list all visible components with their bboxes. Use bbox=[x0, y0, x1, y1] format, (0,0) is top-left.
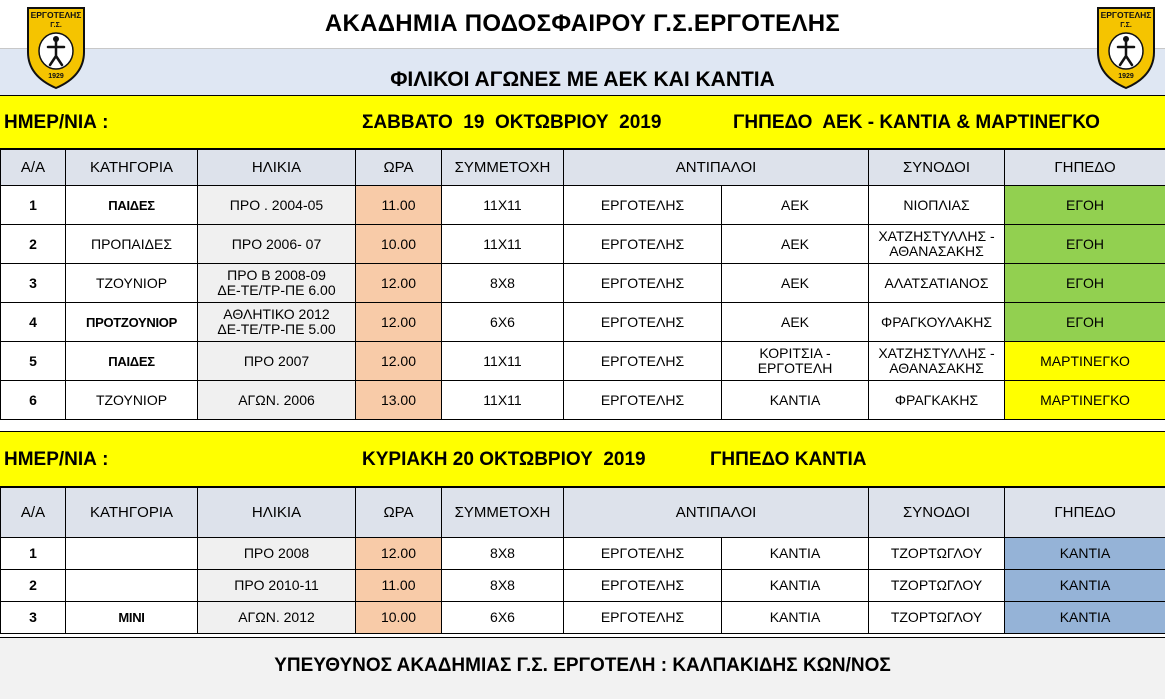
logo-name: ΕΡΓΟΤΕΛΗΣ bbox=[1100, 10, 1152, 20]
col-header: ΑΝΤΙΠΑΛΟΙ bbox=[564, 488, 869, 538]
format-text: 11Χ11 bbox=[483, 235, 522, 252]
escort-cell bbox=[869, 538, 1005, 570]
category-text: ΠΑΙΔΕΣ bbox=[108, 197, 155, 213]
team-text: ΕΡΓΟΤΕΛΗΣ bbox=[600, 274, 685, 291]
time-cell bbox=[356, 538, 442, 570]
time-text: 12.00 bbox=[380, 313, 417, 330]
field-cell bbox=[1005, 538, 1165, 570]
opponent-cell bbox=[722, 381, 869, 420]
team-cell bbox=[564, 570, 722, 602]
escort-line-2: ΑΘΑΝΑΣΑΚΗΣ bbox=[889, 243, 984, 259]
team-cell bbox=[564, 602, 722, 634]
date-text: ΣΑΒΒΑΤΟ 19 ΟΚΤΩΒΡΙΟΥ 2019 bbox=[362, 112, 662, 133]
table-row bbox=[1, 602, 1165, 634]
category-cell bbox=[66, 303, 198, 342]
category-cell bbox=[66, 381, 198, 420]
format-cell bbox=[442, 342, 564, 381]
col-header: ΗΛΙΚΙΑ bbox=[198, 488, 356, 538]
field-text: ΚΑΝΤΙΑ bbox=[1059, 609, 1111, 625]
age-cell bbox=[198, 602, 356, 634]
age-line-1: ΑΓΩΝ. 2006 bbox=[238, 391, 315, 408]
opponent-line-1: ΑΕΚ bbox=[781, 313, 810, 330]
logo-initials: Γ.Σ. bbox=[50, 22, 62, 29]
col-header: ΓΗΠΕΔΟ bbox=[1005, 150, 1165, 186]
row-number-text: 2 bbox=[29, 577, 37, 593]
team-cell bbox=[564, 186, 722, 225]
category-text: ΤΖΟΥΝΙΟΡ bbox=[95, 274, 168, 291]
field-text: ΕΓΟΗ bbox=[1065, 274, 1105, 291]
escort-cell bbox=[869, 264, 1005, 303]
format-cell bbox=[442, 186, 564, 225]
row-number-text: 3 bbox=[29, 609, 37, 625]
escort-cell bbox=[869, 381, 1005, 420]
field-cell bbox=[1005, 225, 1165, 264]
table-header bbox=[1, 150, 1165, 186]
opponent-line-2: ΕΡΓΟΤΕΛΗ bbox=[757, 360, 833, 376]
col-header: ΣΥΝΟΔΟΙ bbox=[869, 150, 1005, 186]
category-cell bbox=[66, 538, 198, 570]
page-subtitle: ΦΙΛΙΚΟΙ ΑΓΩΝΕΣ ΜΕ ΑΕΚ ΚΑΙ ΚΑΝΤΙΑ bbox=[390, 68, 775, 91]
opponent-line-1: ΚΑΝΤΙΑ bbox=[769, 391, 821, 408]
col-header: Α/Α bbox=[1, 150, 66, 186]
logo-year: 1929 bbox=[1118, 73, 1134, 80]
col-header: ΚΑΤΗΓΟΡΙΑ bbox=[66, 150, 198, 186]
time-cell bbox=[356, 303, 442, 342]
field-text: ΕΓΟΗ bbox=[1065, 196, 1105, 213]
escort-line-2: ΑΘΑΝΑΣΑΚΗΣ bbox=[889, 360, 984, 376]
age-line-1: ΠΡΟ 2008 bbox=[243, 545, 310, 561]
row-number bbox=[1, 225, 66, 264]
row-number bbox=[1, 602, 66, 634]
time-cell bbox=[356, 342, 442, 381]
escort-line-1: ΦΡΑΓΚΟΥΛΑΚΗΣ bbox=[881, 313, 992, 330]
time-text: 13.00 bbox=[380, 391, 417, 408]
age-cell bbox=[198, 303, 356, 342]
time-cell bbox=[356, 570, 442, 602]
opponent-line-1: ΑΕΚ bbox=[781, 235, 810, 252]
category-cell bbox=[66, 602, 198, 634]
format-cell bbox=[442, 225, 564, 264]
time-text: 12.00 bbox=[380, 545, 417, 561]
format-cell bbox=[442, 303, 564, 342]
format-text: 11Χ11 bbox=[483, 196, 522, 213]
age-line-1: ΑΘΛΗΤΙΚΟ 2012 bbox=[223, 306, 330, 322]
time-text: 10.00 bbox=[380, 235, 417, 252]
row-number-text: 3 bbox=[29, 274, 37, 291]
age-cell bbox=[198, 342, 356, 381]
row-number bbox=[1, 186, 66, 225]
field-cell bbox=[1005, 303, 1165, 342]
date-text: ΚΥΡΙΑΚΗ 20 ΟΚΤΩΒΡΙΟΥ 2019 bbox=[362, 449, 646, 470]
age-line-2: ΔΕ-ΤΕ/ΤΡ-ΠΕ 6.00 bbox=[217, 282, 336, 298]
date-band-day2 bbox=[0, 431, 1165, 487]
age-line-1: ΠΡΟ Β 2008-09 bbox=[227, 267, 326, 283]
team-text: ΕΡΓΟΤΕΛΗΣ bbox=[600, 235, 685, 252]
time-cell bbox=[356, 186, 442, 225]
format-text: 11Χ11 bbox=[483, 352, 522, 369]
field-cell bbox=[1005, 381, 1165, 420]
field-cell bbox=[1005, 264, 1165, 303]
format-text: 11Χ11 bbox=[483, 391, 522, 408]
format-cell bbox=[442, 381, 564, 420]
category-cell bbox=[66, 186, 198, 225]
age-line-2: ΔΕ-ΤΕ/ΤΡ-ΠΕ 5.00 bbox=[217, 321, 336, 337]
age-line-1: ΠΡΟ 2007 bbox=[243, 352, 310, 369]
team-text: ΕΡΓΟΤΕΛΗΣ bbox=[600, 391, 685, 408]
field-cell bbox=[1005, 602, 1165, 634]
escort-line-1: ΝΙΟΠΛΙΑΣ bbox=[903, 196, 970, 213]
escort-cell bbox=[869, 602, 1005, 634]
category-cell bbox=[66, 342, 198, 381]
table-row bbox=[1, 381, 1165, 420]
escort-cell bbox=[869, 342, 1005, 381]
team-text: ΕΡΓΟΤΕΛΗΣ bbox=[600, 609, 685, 625]
field-cell bbox=[1005, 570, 1165, 602]
date-label: ΗΜΕΡ/ΝΙΑ : bbox=[4, 449, 109, 470]
row-number bbox=[1, 342, 66, 381]
row-number bbox=[1, 264, 66, 303]
col-header: ΩΡΑ bbox=[356, 488, 442, 538]
format-text: 8Χ8 bbox=[490, 545, 515, 561]
category-cell bbox=[66, 570, 198, 602]
field-cell bbox=[1005, 342, 1165, 381]
opponent-line-1: ΚΑΝΤΙΑ bbox=[769, 609, 821, 625]
opponent-line-1: ΚΑΝΤΙΑ bbox=[769, 577, 821, 593]
time-cell bbox=[356, 225, 442, 264]
category-text: ΠΡΟΤΖΟΥΝΙΟΡ bbox=[86, 314, 177, 330]
field-text: ΕΓΟΗ bbox=[1065, 313, 1105, 330]
time-text: 12.00 bbox=[380, 274, 417, 291]
category-cell bbox=[66, 225, 198, 264]
col-header: ΗΛΙΚΙΑ bbox=[198, 150, 356, 186]
opponent-line-1: ΑΕΚ bbox=[781, 196, 810, 213]
logo-name: ΕΡΓΟΤΕΛΗΣ bbox=[30, 10, 82, 20]
team-cell bbox=[564, 342, 722, 381]
category-text: ΜΙΝΙ bbox=[118, 610, 145, 625]
row-number-text: 1 bbox=[29, 545, 37, 561]
category-text: ΠΑΙΔΕΣ bbox=[108, 353, 155, 369]
format-cell bbox=[442, 264, 564, 303]
format-text: 6Χ6 bbox=[490, 609, 515, 625]
time-cell bbox=[356, 381, 442, 420]
opponent-cell bbox=[722, 225, 869, 264]
age-line-1: ΑΓΩΝ. 2012 bbox=[238, 609, 315, 625]
opponent-cell bbox=[722, 538, 869, 570]
category-cell bbox=[66, 264, 198, 303]
category-text: ΠΡΟΠΑΙΔΕΣ bbox=[90, 235, 173, 252]
logo-initials: Γ.Σ. bbox=[1120, 22, 1132, 29]
opponent-cell bbox=[722, 570, 869, 602]
time-text: 11.00 bbox=[381, 196, 416, 213]
row-number-text: 1 bbox=[29, 196, 37, 213]
row-number-text: 4 bbox=[29, 313, 37, 330]
opponent-cell bbox=[722, 602, 869, 634]
team-cell bbox=[564, 225, 722, 264]
escort-cell bbox=[869, 225, 1005, 264]
logo-year: 1929 bbox=[48, 73, 64, 80]
escort-line-1: ΤΖΟΡΤΩΓΛΟΥ bbox=[890, 609, 983, 625]
escort-line-1: ΦΡΑΓΚΑΚΗΣ bbox=[894, 391, 979, 408]
team-text: ΕΡΓΟΤΕΛΗΣ bbox=[600, 313, 685, 330]
escort-line-1: ΧΑΤΖΗΣΤΥΛΛΗΣ - bbox=[878, 345, 995, 361]
opponent-cell bbox=[722, 186, 869, 225]
page-title: ΑΚΑΔΗΜΙΑ ΠΟΔΟΣΦΑΙΡΟΥ Γ.Σ.ΕΡΓΟΤΕΛΗΣ bbox=[324, 10, 841, 37]
time-text: 11.00 bbox=[381, 577, 416, 593]
row-number bbox=[1, 570, 66, 602]
row-number-text: 2 bbox=[29, 235, 37, 252]
format-text: 8Χ8 bbox=[490, 274, 515, 291]
time-cell bbox=[356, 264, 442, 303]
field-text: ΕΓΟΗ bbox=[1065, 235, 1105, 252]
format-cell bbox=[442, 570, 564, 602]
venue-text: ΓΗΠΕΔΟ ΚΑΝΤΙΑ bbox=[710, 449, 867, 470]
opponent-line-1: ΚΑΝΤΙΑ bbox=[769, 545, 821, 561]
footer-text: ΥΠΕΥΘΥΝΟΣ ΑΚΑΔΗΜΙΑΣ Γ.Σ. ΕΡΓΟΤΕΛΗ : ΚΑΛΠΑΚΙΔΗΣ ΚΩΝ/ΝΟΣ bbox=[274, 655, 891, 676]
col-header: ΣΥΝΟΔΟΙ bbox=[869, 488, 1005, 538]
opponent-cell bbox=[722, 303, 869, 342]
escort-cell bbox=[869, 570, 1005, 602]
team-text: ΕΡΓΟΤΕΛΗΣ bbox=[600, 352, 685, 369]
row-number-text: 5 bbox=[29, 352, 37, 369]
format-cell bbox=[442, 538, 564, 570]
category-text: ΤΖΟΥΝΙΟΡ bbox=[95, 391, 168, 408]
club-logo-icon bbox=[1094, 4, 1158, 90]
escort-cell bbox=[869, 186, 1005, 225]
col-header: ΑΝΤΙΠΑΛΟΙ bbox=[564, 150, 869, 186]
schedule-table-day1 bbox=[0, 149, 1165, 420]
age-line-1: ΠΡΟ 2010-11 bbox=[234, 577, 319, 593]
time-text: 12.00 bbox=[380, 352, 417, 369]
schedule-table-day2 bbox=[0, 487, 1165, 634]
team-cell bbox=[564, 303, 722, 342]
opponent-cell bbox=[722, 264, 869, 303]
age-cell bbox=[198, 538, 356, 570]
opponent-line-1: ΚΟΡΙΤΣΙΑ - bbox=[759, 345, 831, 361]
format-text: 6Χ6 bbox=[490, 313, 515, 330]
table-header bbox=[1, 488, 1165, 538]
team-text: ΕΡΓΟΤΕΛΗΣ bbox=[600, 196, 685, 213]
col-header: ΚΑΤΗΓΟΡΙΑ bbox=[66, 488, 198, 538]
date-band-day1 bbox=[0, 95, 1165, 149]
team-cell bbox=[564, 264, 722, 303]
col-header: ΣΥΜΜΕΤΟΧΗ bbox=[442, 150, 564, 186]
table-row bbox=[1, 186, 1165, 225]
age-line-1: ΠΡΟ 2006- 07 bbox=[231, 235, 322, 252]
field-text: ΜΑΡΤΙΝΕΓΚΟ bbox=[1040, 391, 1130, 408]
format-text: 8Χ8 bbox=[490, 577, 515, 593]
table-row bbox=[1, 225, 1165, 264]
escort-line-1: ΤΖΟΡΤΩΓΛΟΥ bbox=[890, 577, 983, 593]
age-cell bbox=[198, 225, 356, 264]
row-number bbox=[1, 303, 66, 342]
team-text: ΕΡΓΟΤΕΛΗΣ bbox=[600, 545, 685, 561]
field-text: ΚΑΝΤΙΑ bbox=[1059, 545, 1111, 561]
field-text: ΚΑΝΤΙΑ bbox=[1059, 577, 1111, 593]
col-header: Α/Α bbox=[1, 488, 66, 538]
club-logo-icon bbox=[24, 4, 88, 90]
team-cell bbox=[564, 538, 722, 570]
venue-text: ΓΗΠΕΔΟ ΑΕΚ - ΚΑΝΤΙΑ & ΜΑΡΤΙΝΕΓΚΟ bbox=[733, 112, 1100, 133]
table-row bbox=[1, 342, 1165, 381]
time-text: 10.00 bbox=[380, 609, 417, 625]
age-cell bbox=[198, 381, 356, 420]
table-row bbox=[1, 570, 1165, 602]
escort-cell bbox=[869, 303, 1005, 342]
escort-line-1: ΤΖΟΡΤΩΓΛΟΥ bbox=[890, 545, 983, 561]
age-cell bbox=[198, 264, 356, 303]
escort-line-1: ΧΑΤΖΗΣΤΥΛΛΗΣ - bbox=[878, 228, 995, 244]
date-label: ΗΜΕΡ/ΝΙΑ : bbox=[4, 112, 109, 133]
age-cell bbox=[198, 570, 356, 602]
row-number bbox=[1, 381, 66, 420]
age-cell bbox=[198, 186, 356, 225]
age-line-1: ΠΡΟ . 2004-05 bbox=[229, 196, 324, 213]
team-cell bbox=[564, 381, 722, 420]
field-cell bbox=[1005, 186, 1165, 225]
escort-line-1: ΑΛΑΤΣΑΤΙΑΝΟΣ bbox=[884, 274, 989, 291]
format-cell bbox=[442, 602, 564, 634]
time-cell bbox=[356, 602, 442, 634]
col-header: ΩΡΑ bbox=[356, 150, 442, 186]
col-header: ΣΥΜΜΕΤΟΧΗ bbox=[442, 488, 564, 538]
table-row bbox=[1, 303, 1165, 342]
table-row bbox=[1, 264, 1165, 303]
table-row bbox=[1, 538, 1165, 570]
col-header: ΓΗΠΕΔΟ bbox=[1005, 488, 1165, 538]
row-number-text: 6 bbox=[29, 391, 37, 408]
row-number bbox=[1, 538, 66, 570]
opponent-line-1: ΑΕΚ bbox=[781, 274, 810, 291]
field-text: ΜΑΡΤΙΝΕΓΚΟ bbox=[1040, 352, 1130, 369]
opponent-cell bbox=[722, 342, 869, 381]
team-text: ΕΡΓΟΤΕΛΗΣ bbox=[600, 577, 685, 593]
